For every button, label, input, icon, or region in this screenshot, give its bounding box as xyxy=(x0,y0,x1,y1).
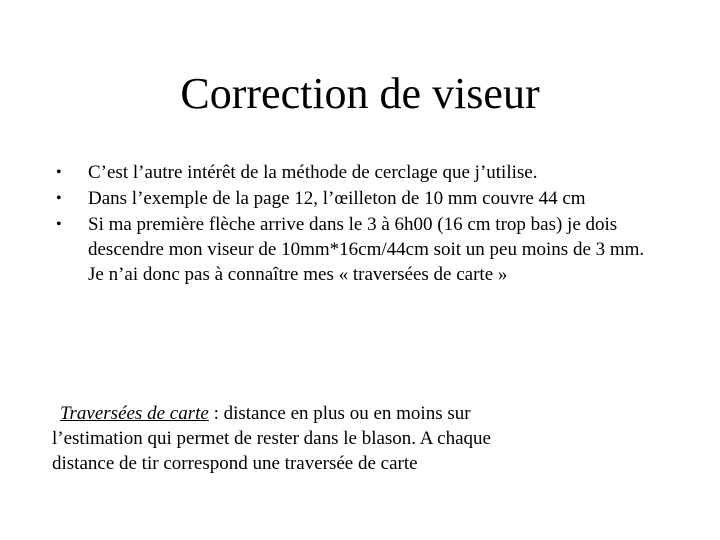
slide-title: Correction de viseur xyxy=(180,69,540,118)
bullet-list xyxy=(56,160,646,288)
definition-term: Traversées de carte xyxy=(60,403,209,424)
definition-text: : distance en plus ou en moins sur l’estimation qui permet de rester dans le blason. A chaque distance de tir correspond une traversée de carte xyxy=(52,403,491,474)
bullet-item xyxy=(56,160,646,185)
bullet-item xyxy=(56,186,646,211)
bullet-text: Si ma première flèche arrive dans le 3 à 6h00 (16 cm trop bas) je dois descendre mon viseur de 10mm*16cm/44cm soit un peu moins de 3 mm. Je n’ai donc pas à connaître mes « traversées de carte » xyxy=(88,214,645,285)
bullet-text: Dans l’exemple de la page 12, l’œilleton de 10 mm couvre 44 cm xyxy=(88,188,586,209)
bullet-text: C’est l’autre intérêt de la méthode de cerclage que j’utilise. xyxy=(88,162,538,183)
definition-note xyxy=(52,401,532,476)
bullet-icon: • xyxy=(56,190,62,207)
bullet-icon: • xyxy=(56,164,62,181)
bullet-icon: • xyxy=(56,216,62,233)
bullet-item xyxy=(56,212,646,287)
